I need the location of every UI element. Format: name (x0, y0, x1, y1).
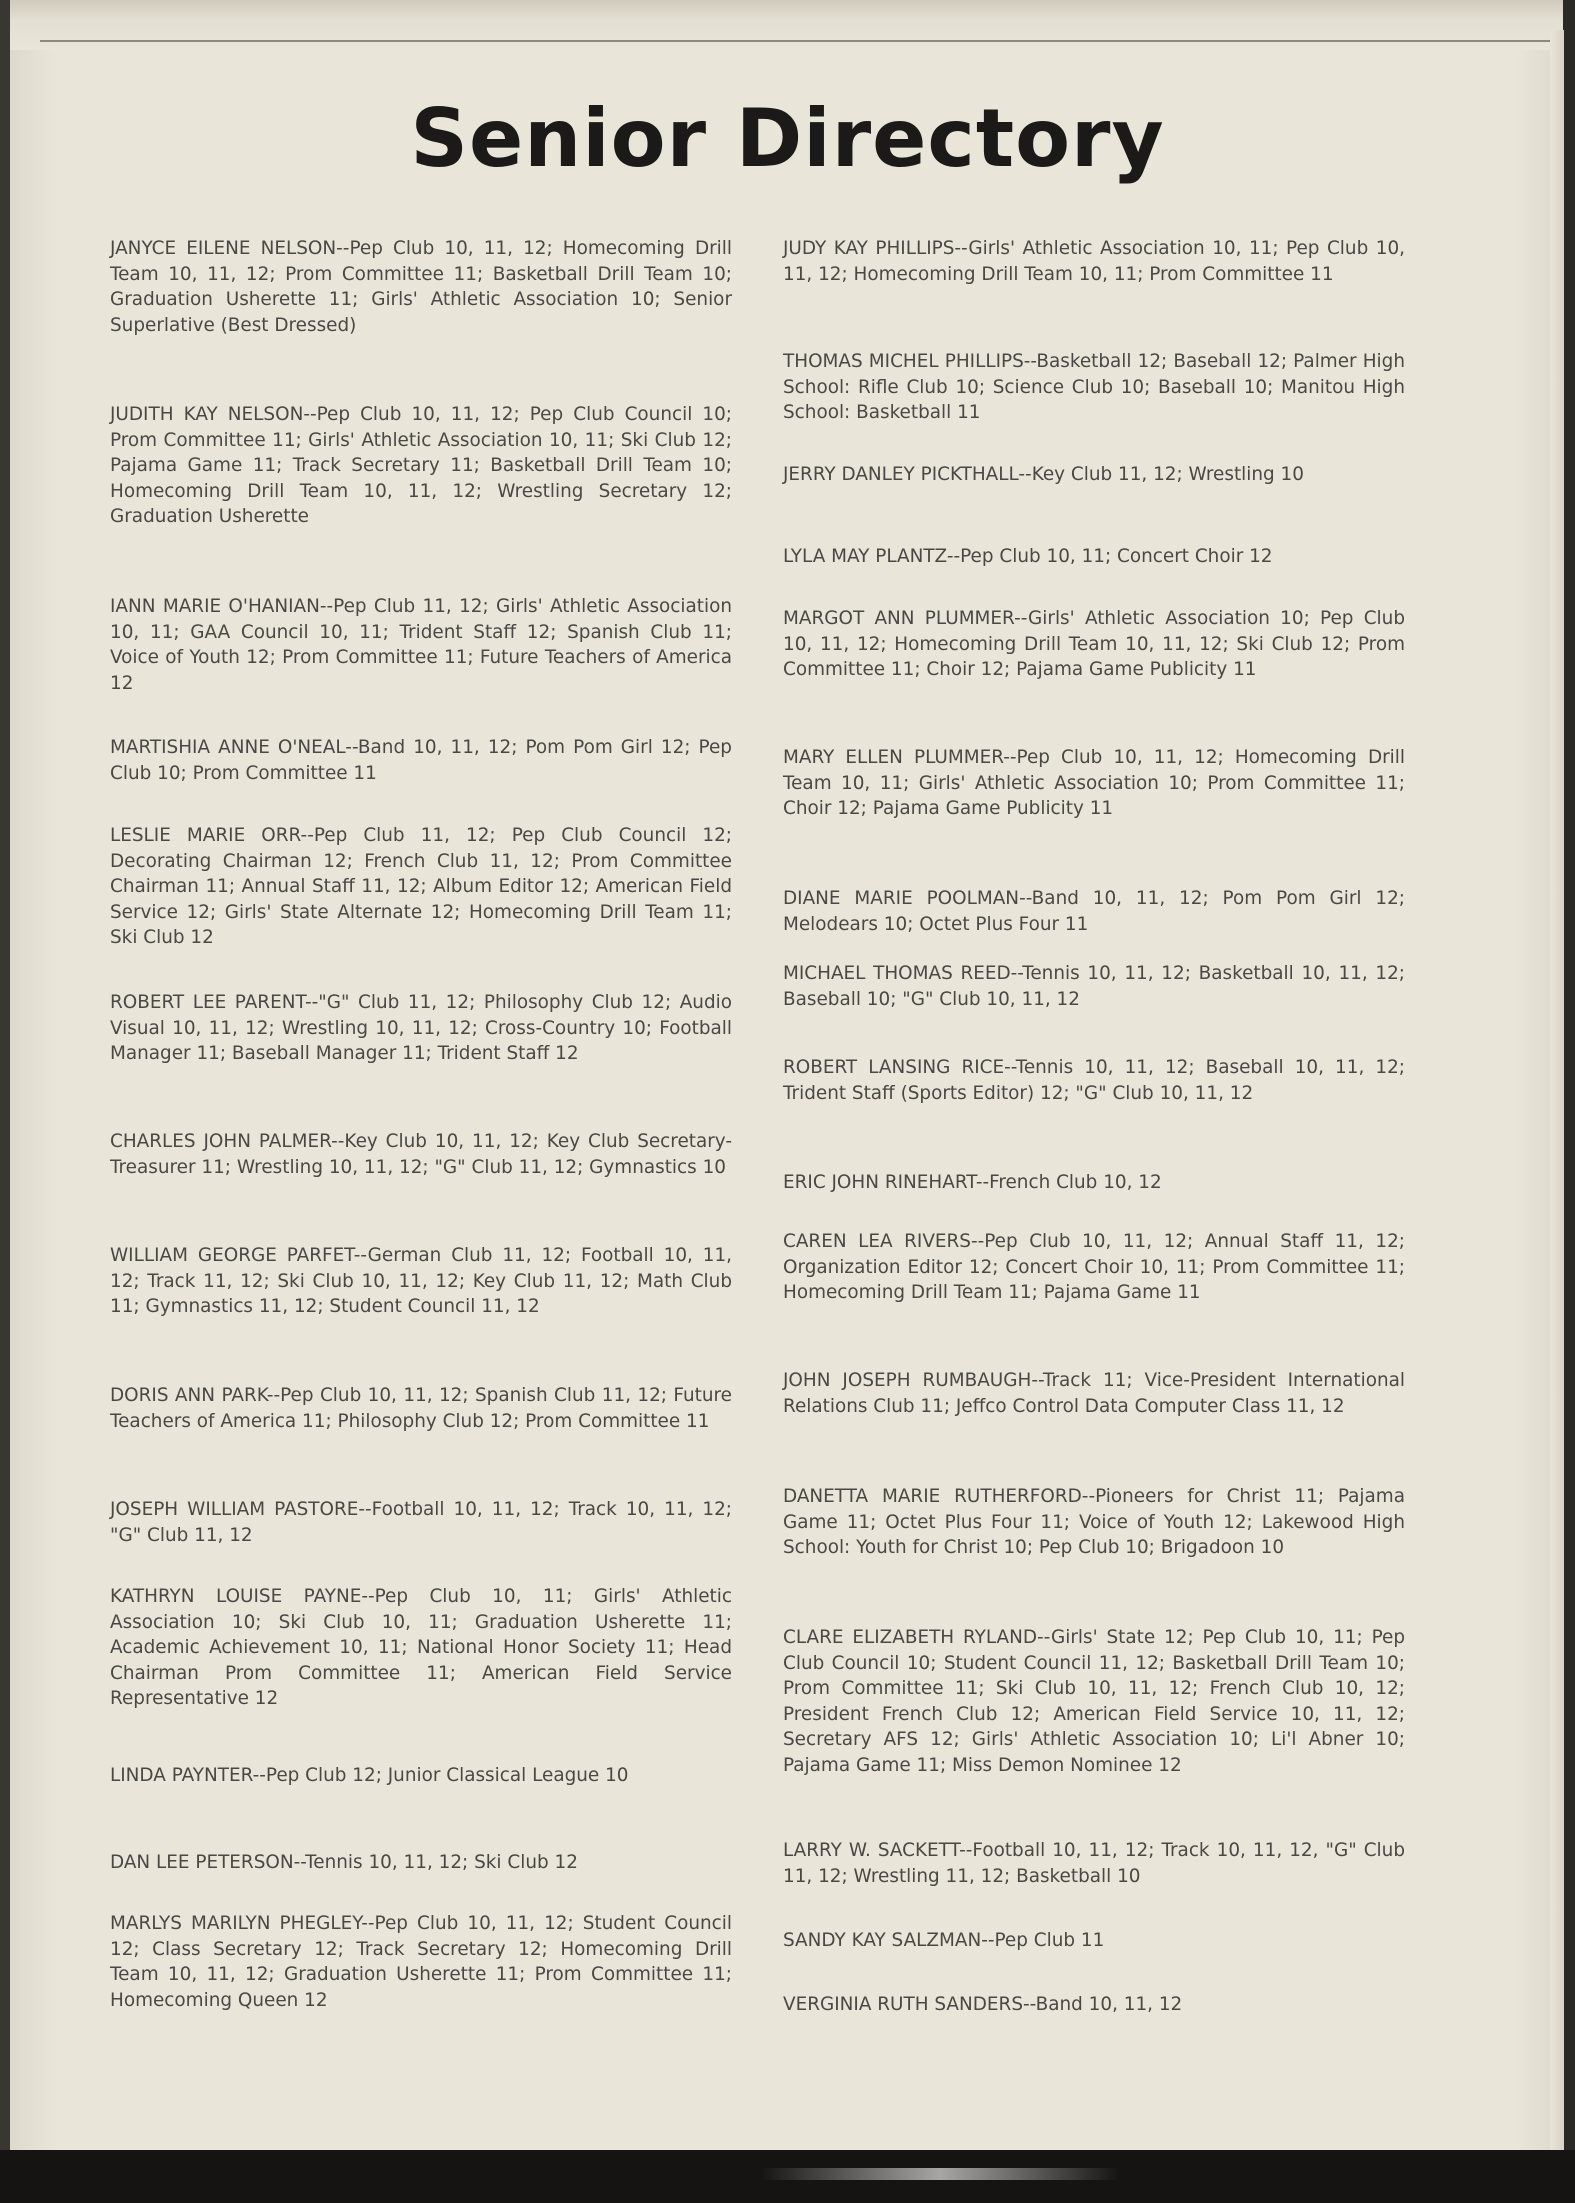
directory-entry: LYLA MAY PLANTZ--Pep Club 10, 11; Concert Choir 12 (783, 546, 1273, 567)
directory-entry: ROBERT LEE PARENT--"G" Club 11, 12; Philosophy Club 12; Audio Visual 10, 11, 12; Wrestling 10, 11, 12; Cross-Country 10; Football Manager 11; Baseball Manager 11; Trident Staff 12 (110, 992, 732, 1065)
directory-entry: LINDA PAYNTER--Pep Club 12; Junior Classical League 10 (110, 1765, 629, 1786)
page-title: Senior Directory (410, 92, 1165, 185)
directory-entry: JOSEPH WILLIAM PASTORE--Football 10, 11, 12; Track 10, 11, 12; "G" Club 11, 12 (110, 1499, 732, 1546)
directory-entry: DANETTA MARIE RUTHERFORD--Pioneers for Christ 11; Pajama Game 11; Octet Plus Four 11; Voice of Youth 12; Lakewood High School: Youth for Christ 10; Pep Club 10; Brigadoon 10 (783, 1486, 1405, 1559)
directory-entry: JUDITH KAY NELSON--Pep Club 10, 11, 12; Pep Club Council 10; Prom Committee 11; Girls' Athletic Association 10, 11; Ski Club 12; Pajama Game 11; Track Secretary 11; Basketball Drill Team 10; Homecoming Drill Team 10, 11, 12; Wrestling Secretary 12; Graduation Usherette (110, 404, 732, 528)
directory-entry: MARLYS MARILYN PHEGLEY--Pep Club 10, 11, 12; Student Council 12; Class Secretary 12; Track Secretary 12; Homecoming Drill Team 10, 11, 12; Graduation Usherette 11; Prom Committee 11; Homecoming Queen 12 (110, 1913, 732, 2011)
directory-entry: IANN MARIE O'HANIAN--Pep Club 11, 12; Girls' Athletic Association 10, 11; GAA Council 10, 11; Trident Staff 12; Spanish Club 11; Voice of Youth 12; Prom Committee 11; Future Teachers of America 12 (110, 596, 732, 694)
directory-entry: MARTISHIA ANNE O'NEAL--Band 10, 11, 12; Pom Pom Girl 12; Pep Club 10; Prom Committee 11 (110, 737, 732, 784)
page-top-shadow (10, 0, 1563, 50)
directory-entry: MARGOT ANN PLUMMER--Girls' Athletic Association 10; Pep Club 10, 11, 12; Homecoming Drill Team 10, 11, 12; Ski Club 12; Prom Committee 11; Choir 12; Pajama Game Publicity 11 (783, 608, 1405, 681)
directory-entry: LARRY W. SACKETT--Football 10, 11, 12; Track 10, 11, 12, "G" Club 11, 12; Wrestling 11, 12; Basketball 10 (783, 1840, 1405, 1887)
page-left-edge (0, 0, 10, 2203)
directory-entry: DORIS ANN PARK--Pep Club 10, 11, 12; Spanish Club 11, 12; Future Teachers of America 11; Philosophy Club 12; Prom Committee 11 (110, 1385, 732, 1432)
page-right-edge (1550, 30, 1564, 2150)
directory-entry: DAN LEE PETERSON--Tennis 10, 11, 12; Ski Club 12 (110, 1852, 578, 1873)
directory-entry: JANYCE EILENE NELSON--Pep Club 10, 11, 12; Homecoming Drill Team 10, 11, 12; Prom Committee 11; Basketball Drill Team 10; Graduation Usherette 11; Girls' Athletic Association 10; Senior Superlative (Best Dressed) (110, 238, 732, 336)
directory-entry: DIANE MARIE POOLMAN--Band 10, 11, 12; Pom Pom Girl 12; Melodears 10; Octet Plus Four 11 (783, 888, 1405, 935)
directory-entry: WILLIAM GEORGE PARFET--German Club 11, 12; Football 10, 11, 12; Track 11, 12; Ski Club 10, 11, 12; Key Club 11, 12; Math Club 11; Gymnastics 11, 12; Student Council 11, 12 (110, 1245, 732, 1318)
directory-entry: SANDY KAY SALZMAN--Pep Club 11 (783, 1930, 1105, 1951)
directory-entry: KATHRYN LOUISE PAYNE--Pep Club 10, 11; Girls' Athletic Association 10; Ski Club 10, 11; Graduation Usherette 11; Academic Achievement 10, 11; National Honor Society 11; Head Chairman Prom Committee 11; American Field Service Representative 12 (110, 1586, 732, 1710)
directory-entry: THOMAS MICHEL PHILLIPS--Basketball 12; Baseball 12; Palmer High School: Rifle Club 10; Science Club 10; Baseball 10; Manitou High School: Basketball 11 (783, 351, 1405, 424)
directory-entry: MICHAEL THOMAS REED--Tennis 10, 11, 12; Basketball 10, 11, 12; Baseball 10; "G" Club 10, 11, 12 (783, 963, 1405, 1010)
binding-glare (760, 2168, 1120, 2180)
directory-entry: CHARLES JOHN PALMER--Key Club 10, 11, 12; Key Club Secretary-Treasurer 11; Wrestling 10, 11, 12; "G" Club 11, 12; Gymnastics 10 (110, 1131, 732, 1178)
directory-entry: ERIC JOHN RINEHART--French Club 10, 12 (783, 1172, 1162, 1193)
directory-entry: JUDY KAY PHILLIPS--Girls' Athletic Association 10, 11; Pep Club 10, 11, 12; Homecoming Drill Team 10, 11; Prom Committee 11 (783, 238, 1405, 285)
directory-entry: LESLIE MARIE ORR--Pep Club 11, 12; Pep Club Council 12; Decorating Chairman 12; French Club 11, 12; Prom Committee Chairman 11; Annual Staff 11, 12; Album Editor 12; American Field Service 12; Girls' State Alternate 12; Homecoming Drill Team 11; Ski Club 12 (110, 825, 732, 949)
directory-entry: ROBERT LANSING RICE--Tennis 10, 11, 12; Baseball 10, 11, 12; Trident Staff (Sports Editor) 12; "G" Club 10, 11, 12 (783, 1057, 1405, 1104)
directory-entry: JOHN JOSEPH RUMBAUGH--Track 11; Vice-President International Relations Club 11; Jeffco Control Data Computer Class 11, 12 (783, 1370, 1405, 1417)
directory-entry: MARY ELLEN PLUMMER--Pep Club 10, 11, 12; Homecoming Drill Team 10, 11; Girls' Athletic Association 10; Prom Committee 11; Choir 12; Pajama Game Publicity 11 (783, 747, 1405, 820)
directory-entry: CLARE ELIZABETH RYLAND--Girls' State 12; Pep Club 10, 11; Pep Club Council 10; Student Council 11, 12; Basketball Drill Team 10; Prom Committee 11; Ski Club 10, 11, 12; French Club 10, 12; President French Club 12; American Field Service 10, 11, 12; Secretary AFS 12; Girls' Athletic Association 10; Li'l Abner 10; Pajama Game 11; Miss Demon Nominee 12 (783, 1627, 1405, 1776)
directory-entry: CAREN LEA RIVERS--Pep Club 10, 11, 12; Annual Staff 11, 12; Organization Editor 12; Concert Choir 10, 11; Prom Committee 11; Homecoming Drill Team 11; Pajama Game 11 (783, 1231, 1405, 1304)
directory-entry: VERGINIA RUTH SANDERS--Band 10, 11, 12 (783, 1994, 1183, 2015)
top-rule (40, 40, 1555, 42)
directory-entry: JERRY DANLEY PICKTHALL--Key Club 11, 12; Wrestling 10 (783, 464, 1304, 485)
